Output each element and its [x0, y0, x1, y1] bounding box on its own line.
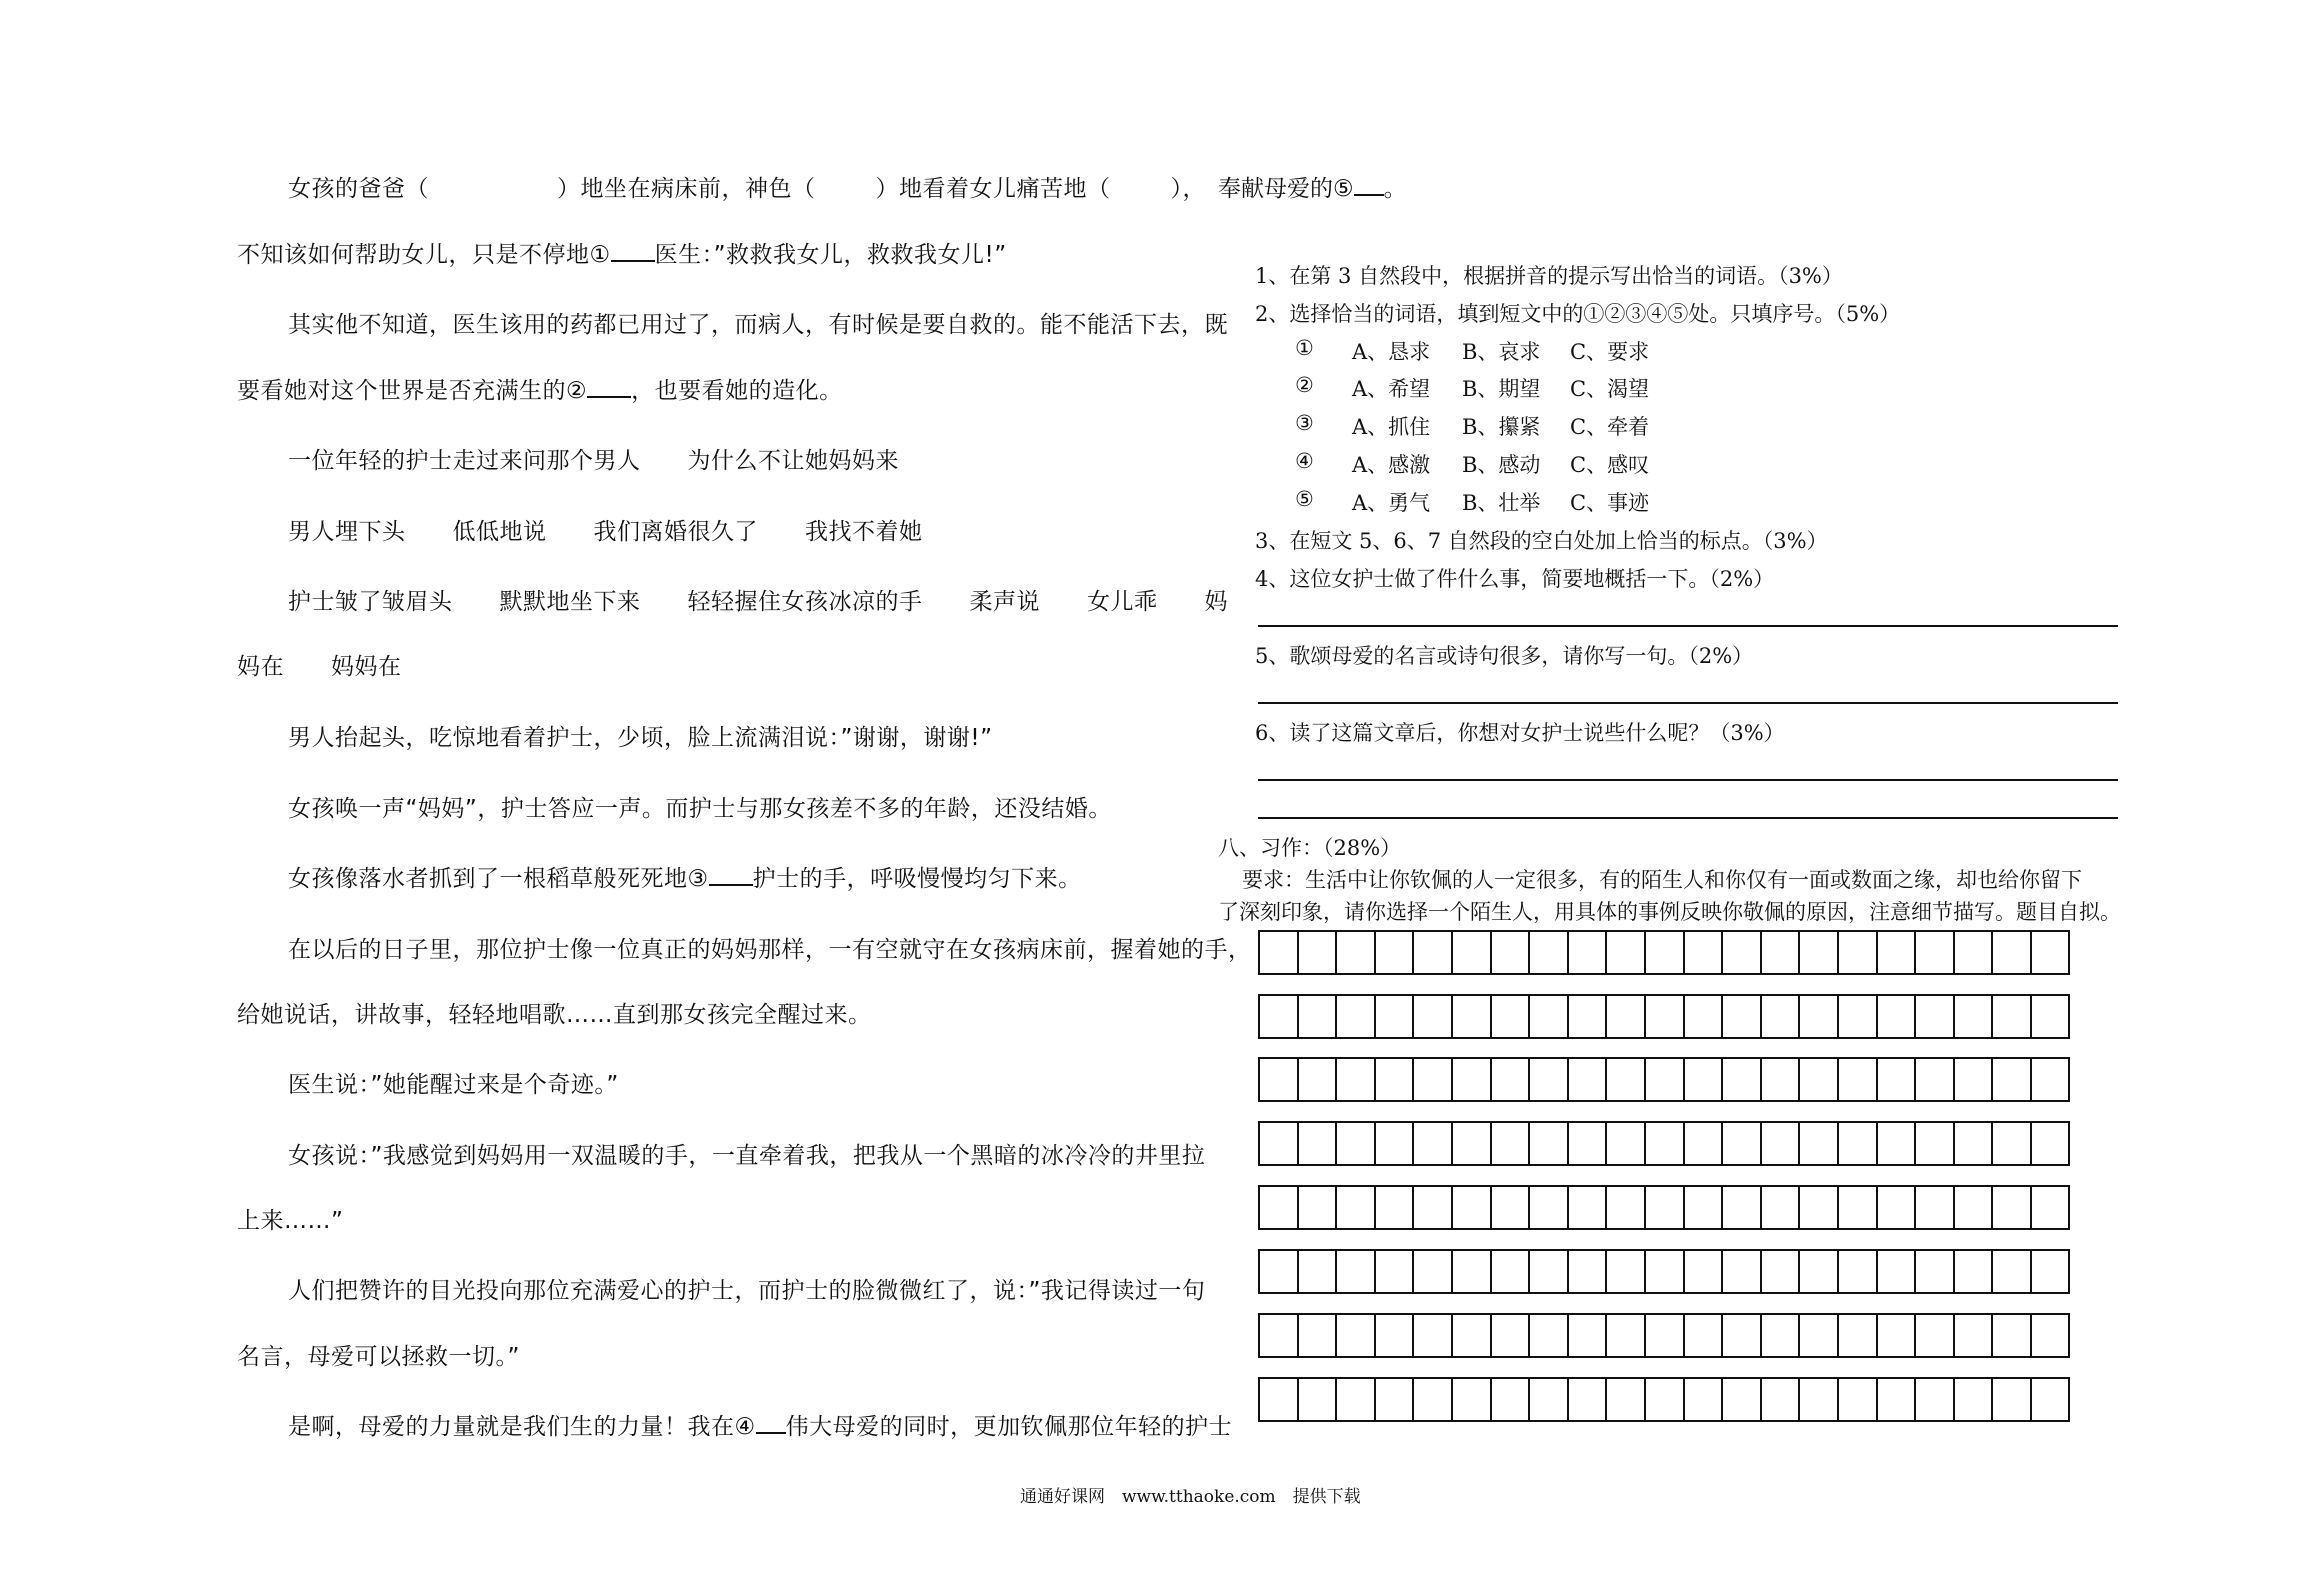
- grid-cell[interactable]: [1297, 1185, 1338, 1230]
- grid-cell[interactable]: [1721, 1057, 1762, 1102]
- grid-cell[interactable]: [1876, 1057, 1917, 1102]
- grid-cell[interactable]: [1374, 1377, 1415, 1422]
- option-num: ⑤: [1295, 487, 1314, 511]
- grid-cell[interactable]: [1683, 1313, 1724, 1358]
- blank-5: [1354, 174, 1384, 196]
- grid-cell[interactable]: [1760, 1249, 1801, 1294]
- grid-cell[interactable]: [1374, 1249, 1415, 1294]
- option-c: C、渴望: [1570, 377, 1650, 401]
- grid-cell[interactable]: [1258, 1313, 1299, 1358]
- passage-line-14: 医生说：”她能醒过来是个奇迹。”: [288, 1072, 619, 1098]
- text: 女孩像落水者抓到了一根稻草般死死地③: [288, 866, 709, 892]
- grid-cell[interactable]: [1490, 1121, 1531, 1166]
- grid-cell[interactable]: [1991, 994, 2032, 1039]
- option-row-4: [1295, 449, 1314, 473]
- option-a: A、恳求: [1352, 340, 1431, 364]
- option-row-2: [1295, 373, 1314, 397]
- grid-cell[interactable]: [1876, 1121, 1917, 1166]
- grid-cell[interactable]: [1528, 1121, 1569, 1166]
- grid-cell[interactable]: [1683, 1377, 1724, 1422]
- grid-row: [1258, 1249, 2068, 1294]
- passage-line-10: 女孩唤一声“妈妈”，护士答应一声。而护士与那女孩差不多的年龄，还没结婚。: [288, 796, 1112, 822]
- grid-cell[interactable]: [1914, 1121, 1955, 1166]
- blank-2: [587, 376, 631, 398]
- composition-requirement-2: 了深刻印象，请你选择一个陌生人，用具体的事例反映你敬佩的原因，注意细节描写。题目自拟。: [1218, 900, 2121, 924]
- grid-cell[interactable]: [1914, 1057, 1955, 1102]
- grid-cell[interactable]: [1451, 1121, 1492, 1166]
- grid-cell[interactable]: [2030, 930, 2071, 975]
- grid-cell[interactable]: [1953, 930, 1994, 975]
- grid-cell[interactable]: [1528, 930, 1569, 975]
- grid-cell[interactable]: [1760, 930, 1801, 975]
- grid-cell[interactable]: [1567, 1377, 1608, 1422]
- option-num: ③: [1295, 411, 1314, 435]
- grid-cell[interactable]: [1412, 994, 1453, 1039]
- grid-cell[interactable]: [1914, 994, 1955, 1039]
- grid-cell[interactable]: [1876, 994, 1917, 1039]
- option-c: C、要求: [1570, 340, 1650, 364]
- question-1: 1、在第 3 自然段中，根据拼音的提示写出恰当的词语。（3%）: [1255, 264, 1843, 288]
- passage-line-19: [288, 1408, 1232, 1441]
- grid-cell[interactable]: [1760, 1121, 1801, 1166]
- grid-cell[interactable]: [1335, 1249, 1376, 1294]
- option-b: B、壮举: [1462, 491, 1541, 515]
- grid-cell[interactable]: [1644, 1249, 1685, 1294]
- answer-line-6a[interactable]: [1258, 779, 2118, 781]
- grid-cell[interactable]: [1412, 1121, 1453, 1166]
- passage-line-16: 上来……”: [237, 1208, 344, 1234]
- text: ，也要看她的造化。: [631, 378, 843, 404]
- option-row-3: [1295, 411, 1314, 435]
- grid-cell[interactable]: [1451, 1185, 1492, 1230]
- grid-cell[interactable]: [1567, 1185, 1608, 1230]
- grid-cell[interactable]: [1991, 1313, 2032, 1358]
- grid-cell[interactable]: [1335, 930, 1376, 975]
- grid-cell[interactable]: [1991, 1249, 2032, 1294]
- grid-cell[interactable]: [2030, 1377, 2071, 1422]
- option-a: A、勇气: [1352, 491, 1431, 515]
- grid-cell[interactable]: [1374, 930, 1415, 975]
- grid-cell[interactable]: [1605, 1121, 1646, 1166]
- grid-cell[interactable]: [1412, 1057, 1453, 1102]
- passage-line-8: 妈在 妈妈在: [237, 654, 402, 680]
- grid-cell[interactable]: [1644, 1121, 1685, 1166]
- grid-cell[interactable]: [1258, 1185, 1299, 1230]
- grid-cell[interactable]: [1991, 930, 2032, 975]
- grid-cell[interactable]: [2030, 1185, 2071, 1230]
- grid-cell[interactable]: [1490, 1377, 1531, 1422]
- grid-cell[interactable]: [1567, 994, 1608, 1039]
- grid-cell[interactable]: [1876, 1377, 1917, 1422]
- blank-4: [756, 1412, 786, 1434]
- grid-cell[interactable]: [2030, 1313, 2071, 1358]
- grid-cell[interactable]: [1798, 1185, 1839, 1230]
- grid-cell[interactable]: [1258, 930, 1299, 975]
- grid-cell[interactable]: [1528, 1313, 1569, 1358]
- question-2: 2、选择恰当的词语，填到短文中的①②③④⑤处。只填序号。（5%）: [1255, 302, 1901, 326]
- grid-cell[interactable]: [1876, 1313, 1917, 1358]
- grid-cell[interactable]: [1374, 1185, 1415, 1230]
- question-5: 5、歌颂母爱的名言或诗句很多，请你写一句。（2%）: [1255, 644, 1754, 668]
- grid-cell[interactable]: [1837, 1185, 1878, 1230]
- grid-cell[interactable]: [1760, 1057, 1801, 1102]
- grid-cell[interactable]: [1412, 1249, 1453, 1294]
- grid-cell[interactable]: [1490, 1185, 1531, 1230]
- grid-cell[interactable]: [1335, 1377, 1376, 1422]
- grid-cell[interactable]: [1644, 1313, 1685, 1358]
- grid-cell[interactable]: [1528, 1185, 1569, 1230]
- option-c: C、牵着: [1570, 415, 1650, 439]
- grid-cell[interactable]: [1837, 1249, 1878, 1294]
- text: 不知该如何帮助女儿，只是不停地①: [237, 242, 611, 268]
- grid-cell[interactable]: [1297, 1377, 1338, 1422]
- passage-line-18: 名言，母爱可以拯救一切。”: [237, 1344, 520, 1370]
- grid-cell[interactable]: [1451, 1249, 1492, 1294]
- grid-cell[interactable]: [1451, 1057, 1492, 1102]
- grid-cell[interactable]: [1837, 1377, 1878, 1422]
- grid-cell[interactable]: [1297, 930, 1338, 975]
- grid-cell[interactable]: [1798, 1057, 1839, 1102]
- question-6: 6、读了这篇文章后，你想对女护士说些什么呢？（3%）: [1255, 721, 1785, 745]
- grid-cell[interactable]: [1798, 1377, 1839, 1422]
- passage-line-12: 在以后的日子里，那位护士像一位真正的妈妈那样，一有空就守在女孩病床前，握着她的手，: [288, 937, 1252, 963]
- option-row-5: [1295, 487, 1314, 511]
- grid-cell[interactable]: [1412, 1185, 1453, 1230]
- grid-cell[interactable]: [1644, 1185, 1685, 1230]
- grid-cell[interactable]: [1451, 1313, 1492, 1358]
- passage-line-2: [237, 236, 1007, 269]
- option-b: B、感动: [1462, 453, 1541, 477]
- grid-cell[interactable]: [1914, 1377, 1955, 1422]
- option-b: B、哀求: [1462, 340, 1541, 364]
- grid-cell[interactable]: [1528, 1377, 1569, 1422]
- grid-cell[interactable]: [1412, 1313, 1453, 1358]
- text: 医生：”救救我女儿，救救我女儿!”: [654, 242, 1007, 268]
- grid-cell[interactable]: [1335, 1121, 1376, 1166]
- option-c: C、感叹: [1570, 453, 1650, 477]
- blank-1: [611, 240, 655, 262]
- grid-cell[interactable]: [2030, 1121, 2071, 1166]
- text: 。: [1383, 176, 1407, 202]
- grid-cell[interactable]: [1683, 930, 1724, 975]
- grid-cell[interactable]: [1914, 1185, 1955, 1230]
- grid-cell[interactable]: [1953, 1185, 1994, 1230]
- grid-cell[interactable]: [2030, 1249, 2071, 1294]
- grid-cell[interactable]: [1914, 930, 1955, 975]
- grid-cell[interactable]: [1605, 994, 1646, 1039]
- grid-cell[interactable]: [1335, 1185, 1376, 1230]
- option-a: A、希望: [1352, 377, 1431, 401]
- option-a: A、抓住: [1352, 415, 1431, 439]
- grid-cell[interactable]: [1721, 930, 1762, 975]
- grid-cell[interactable]: [1837, 1057, 1878, 1102]
- grid-cell[interactable]: [1876, 1185, 1917, 1230]
- grid-cell[interactable]: [1683, 1121, 1724, 1166]
- grid-cell[interactable]: [1798, 1249, 1839, 1294]
- question-4: 4、这位女护士做了件什么事，简要地概括一下。（2%）: [1255, 567, 1775, 591]
- grid-cell[interactable]: [1644, 1377, 1685, 1422]
- grid-cell[interactable]: [1528, 1057, 1569, 1102]
- grid-cell[interactable]: [1451, 930, 1492, 975]
- grid-cell[interactable]: [1567, 1121, 1608, 1166]
- grid-cell[interactable]: [1991, 1185, 2032, 1230]
- grid-cell[interactable]: [1605, 1057, 1646, 1102]
- option-a: A、感激: [1352, 453, 1431, 477]
- grid-cell[interactable]: [1991, 1121, 2032, 1166]
- passage-line-1: [288, 170, 1206, 203]
- passage-line-11: [288, 860, 1082, 893]
- grid-cell[interactable]: [1258, 994, 1299, 1039]
- grid-cell[interactable]: [1374, 1313, 1415, 1358]
- option-row-1: [1295, 336, 1314, 360]
- grid-cell[interactable]: [1721, 1121, 1762, 1166]
- text: ）地坐在病床前，神色（: [557, 176, 816, 202]
- grid-cell[interactable]: [1297, 1057, 1338, 1102]
- text: 要看她对这个世界是否充满生的②: [237, 378, 588, 404]
- text: 女孩的爸爸（: [288, 176, 429, 202]
- grid-cell[interactable]: [1374, 1057, 1415, 1102]
- grid-cell[interactable]: [1953, 994, 1994, 1039]
- grid-cell[interactable]: [1528, 1249, 1569, 1294]
- grid-cell[interactable]: [1953, 1377, 1994, 1422]
- grid-cell[interactable]: [1760, 1377, 1801, 1422]
- grid-cell[interactable]: [1258, 1249, 1299, 1294]
- grid-cell[interactable]: [1258, 1121, 1299, 1166]
- grid-cell[interactable]: [1528, 994, 1569, 1039]
- grid-cell[interactable]: [1605, 1377, 1646, 1422]
- grid-cell[interactable]: [1760, 994, 1801, 1039]
- grid-cell[interactable]: [1490, 1057, 1531, 1102]
- grid-cell[interactable]: [1760, 1185, 1801, 1230]
- passage-line-13: 给她说话，讲故事，轻轻地唱歌……直到那女孩完全醒过来。: [237, 1002, 872, 1028]
- grid-cell[interactable]: [1605, 1185, 1646, 1230]
- text: ）地看着女儿痛苦地（: [875, 176, 1111, 202]
- blank-3: [709, 864, 753, 886]
- option-c: C、事迹: [1570, 491, 1650, 515]
- grid-cell[interactable]: [1721, 1185, 1762, 1230]
- grid-cell[interactable]: [1683, 1185, 1724, 1230]
- grid-cell[interactable]: [1412, 930, 1453, 975]
- grid-cell[interactable]: [2030, 1057, 2071, 1102]
- grid-cell[interactable]: [1991, 1057, 2032, 1102]
- grid-row: [1258, 930, 2068, 975]
- grid-cell[interactable]: [1335, 1057, 1376, 1102]
- grid-cell[interactable]: [1335, 1313, 1376, 1358]
- text: 奉献母爱的⑤: [1218, 176, 1354, 202]
- passage-continuation: [1218, 170, 1407, 203]
- composition-requirement-1: 要求：生活中让你钦佩的人一定很多，有的陌生人和你仅有一面或数面之缘，却也给你留下: [1242, 868, 2082, 892]
- grid-cell[interactable]: [1605, 1313, 1646, 1358]
- grid-cell[interactable]: [1374, 1121, 1415, 1166]
- grid-cell[interactable]: [1605, 1249, 1646, 1294]
- grid-cell[interactable]: [1258, 1057, 1299, 1102]
- grid-cell[interactable]: [1451, 994, 1492, 1039]
- grid-row: [1258, 1185, 2068, 1230]
- grid-cell[interactable]: [1914, 1249, 1955, 1294]
- passage-line-3: 其实他不知道，医生该用的药都已用过了，而病人，有时候是要自救的。能不能活下去，既: [288, 312, 1228, 338]
- grid-row: [1258, 1377, 2068, 1422]
- grid-cell[interactable]: [1567, 930, 1608, 975]
- text: 伟大母爱的同时，更加钦佩那位年轻的护士: [785, 1414, 1233, 1440]
- passage-line-6: 男人埋下头 低低地说 我们离婚很久了 我找不着她: [288, 519, 923, 545]
- passage-line-15: 女孩说：”我感觉到妈妈用一双温暖的手，一直牵着我，把我从一个黑暗的冰冷冷的井里拉: [288, 1143, 1206, 1169]
- option-num: ④: [1295, 449, 1314, 473]
- composition-title: 八、习作：（28%）: [1218, 836, 1402, 860]
- grid-cell[interactable]: [1876, 1249, 1917, 1294]
- passage-line-4: [237, 372, 843, 405]
- grid-cell[interactable]: [1644, 994, 1685, 1039]
- text: 护士的手，呼吸慢慢均匀下来。: [752, 866, 1082, 892]
- grid-row: [1258, 994, 2068, 1039]
- grid-cell[interactable]: [1721, 1249, 1762, 1294]
- passage-line-5: 一位年轻的护士走过来问那个男人 为什么不让她妈妈来: [288, 448, 899, 474]
- grid-cell[interactable]: [1297, 994, 1338, 1039]
- passage-line-7: 护士皱了皱眉头 默默地坐下来 轻轻握住女孩冰凉的手 柔声说 女儿乖 妈: [288, 589, 1228, 615]
- grid-cell[interactable]: [1490, 1249, 1531, 1294]
- grid-cell[interactable]: [1374, 994, 1415, 1039]
- grid-cell[interactable]: [1297, 1249, 1338, 1294]
- grid-cell[interactable]: [2030, 994, 2071, 1039]
- grid-cell[interactable]: [1837, 1121, 1878, 1166]
- grid-cell[interactable]: [1683, 994, 1724, 1039]
- option-num: ①: [1295, 336, 1314, 360]
- grid-cell[interactable]: [1490, 994, 1531, 1039]
- option-b: B、攥紧: [1462, 415, 1541, 439]
- passage-line-9: 男人抬起头，吃惊地看着护士，少顷，脸上流满泪说：”谢谢，谢谢!”: [288, 725, 993, 751]
- answer-line-6b[interactable]: [1258, 817, 2118, 819]
- grid-cell[interactable]: [1798, 930, 1839, 975]
- grid-cell[interactable]: [1953, 1313, 1994, 1358]
- grid-cell[interactable]: [1567, 1249, 1608, 1294]
- grid-cell[interactable]: [1490, 930, 1531, 975]
- grid-cell[interactable]: [1683, 1249, 1724, 1294]
- text: ），: [1170, 176, 1206, 202]
- question-3: 3、在短文 5、6、7 自然段的空白处加上恰当的标点。（3%）: [1255, 529, 1828, 553]
- answer-line-5[interactable]: [1258, 702, 2118, 704]
- grid-cell[interactable]: [1451, 1377, 1492, 1422]
- grid-cell[interactable]: [1683, 1057, 1724, 1102]
- grid-row: [1258, 1313, 2068, 1358]
- grid-cell[interactable]: [1953, 1249, 1994, 1294]
- grid-cell[interactable]: [1953, 1057, 1994, 1102]
- grid-cell[interactable]: [1721, 1313, 1762, 1358]
- grid-cell[interactable]: [1798, 1313, 1839, 1358]
- grid-cell[interactable]: [1760, 1313, 1801, 1358]
- answer-line-4[interactable]: [1258, 625, 2118, 627]
- grid-cell[interactable]: [1876, 930, 1917, 975]
- grid-cell[interactable]: [1837, 994, 1878, 1039]
- grid-cell[interactable]: [1644, 930, 1685, 975]
- grid-cell[interactable]: [1991, 1377, 2032, 1422]
- option-num: ②: [1295, 373, 1314, 397]
- grid-cell[interactable]: [1721, 1377, 1762, 1422]
- grid-cell[interactable]: [1837, 1313, 1878, 1358]
- grid-cell[interactable]: [1721, 994, 1762, 1039]
- grid-cell[interactable]: [1490, 1313, 1531, 1358]
- grid-cell[interactable]: [1335, 994, 1376, 1039]
- grid-cell[interactable]: [1297, 1313, 1338, 1358]
- grid-cell[interactable]: [1605, 930, 1646, 975]
- option-b: B、期望: [1462, 377, 1541, 401]
- grid-cell[interactable]: [1914, 1313, 1955, 1358]
- grid-cell[interactable]: [1644, 1057, 1685, 1102]
- grid-cell[interactable]: [1567, 1057, 1608, 1102]
- grid-row: [1258, 1057, 2068, 1102]
- footer-credit: 通通好课网 www.tthaoke.com 提供下载: [1020, 1487, 1361, 1507]
- grid-cell[interactable]: [1297, 1121, 1338, 1166]
- grid-cell[interactable]: [1953, 1121, 1994, 1166]
- grid-row: [1258, 1121, 2068, 1166]
- text: 是啊，母爱的力量就是我们生的力量！我在④: [288, 1414, 756, 1440]
- grid-cell[interactable]: [1412, 1377, 1453, 1422]
- grid-cell[interactable]: [1798, 1121, 1839, 1166]
- grid-cell[interactable]: [1258, 1377, 1299, 1422]
- grid-cell[interactable]: [1798, 994, 1839, 1039]
- grid-cell[interactable]: [1837, 930, 1878, 975]
- grid-cell[interactable]: [1567, 1313, 1608, 1358]
- passage-line-17: 人们把赞许的目光投向那位充满爱心的护士，而护士的脸微微红了，说：”我记得读过一句: [288, 1278, 1206, 1304]
